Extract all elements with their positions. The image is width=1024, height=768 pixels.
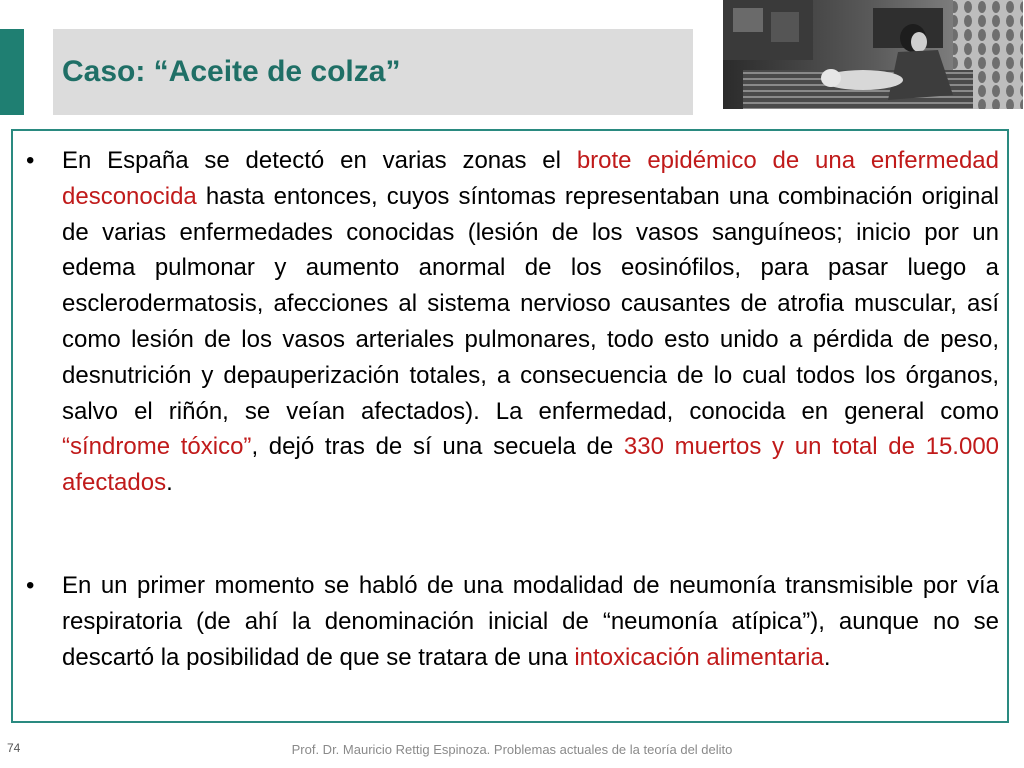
highlighted-text: intoxicación alimentaria <box>574 643 824 671</box>
page-number: 74 <box>7 741 21 755</box>
content-box <box>11 129 1009 723</box>
accent-bar <box>0 29 24 115</box>
bullet-marker: • <box>26 147 35 174</box>
text-segment: hasta entonces, cuyos síntomas representaban una combinación original de varias enfermedades conocidas (lesión de los vasos sanguíneos; inicio por un edema pulmonar y aumento anormal de los eosinófilos, para pasar luego a esclerodermatosis, afecciones al sistema nervioso causantes de atrofia muscular, así como lesión de los vasos arteriales pulmonares, todo esto unido a pérdida de peso, desnutrición y depauperización totales, a consecuencia de lo cual todos los órganos, salvo el riñón, se veían afectados). La enfermedad, conocida en general como <box>62 182 999 425</box>
footer-text: Prof. Dr. Mauricio Rettig Espinoza. Problemas actuales de la teoría del delito <box>291 742 733 757</box>
text-segment: En un primer momento se habló de una modalidad de neumonía transmisible por vía respiratoria (de ahí la denominación inicial de “neumonía atípica”), aunque no se descartó la posibilidad de que se tratara de una <box>62 572 999 671</box>
highlighted-text: brote epidémico de una enfermedad desconocida <box>62 147 1000 210</box>
slide-title: Caso: “Aceite de colza” <box>62 55 401 88</box>
bullet-marker: • <box>26 572 35 599</box>
text-segment: En España se detectó en varias zonas el <box>62 147 577 174</box>
bullet-text <box>62 568 999 675</box>
text-segment: , dejó tras de sí una secuela de <box>251 433 624 461</box>
text-segment: . <box>823 643 831 671</box>
text-segment: . <box>166 469 173 497</box>
historical-photo <box>723 0 1023 109</box>
highlighted-text: 330 muertos y un total de 15.000 afectados <box>62 433 1000 497</box>
title-box <box>53 29 693 115</box>
bullet-text <box>62 143 999 501</box>
highlighted-text: “síndrome tóxico” <box>62 433 252 461</box>
